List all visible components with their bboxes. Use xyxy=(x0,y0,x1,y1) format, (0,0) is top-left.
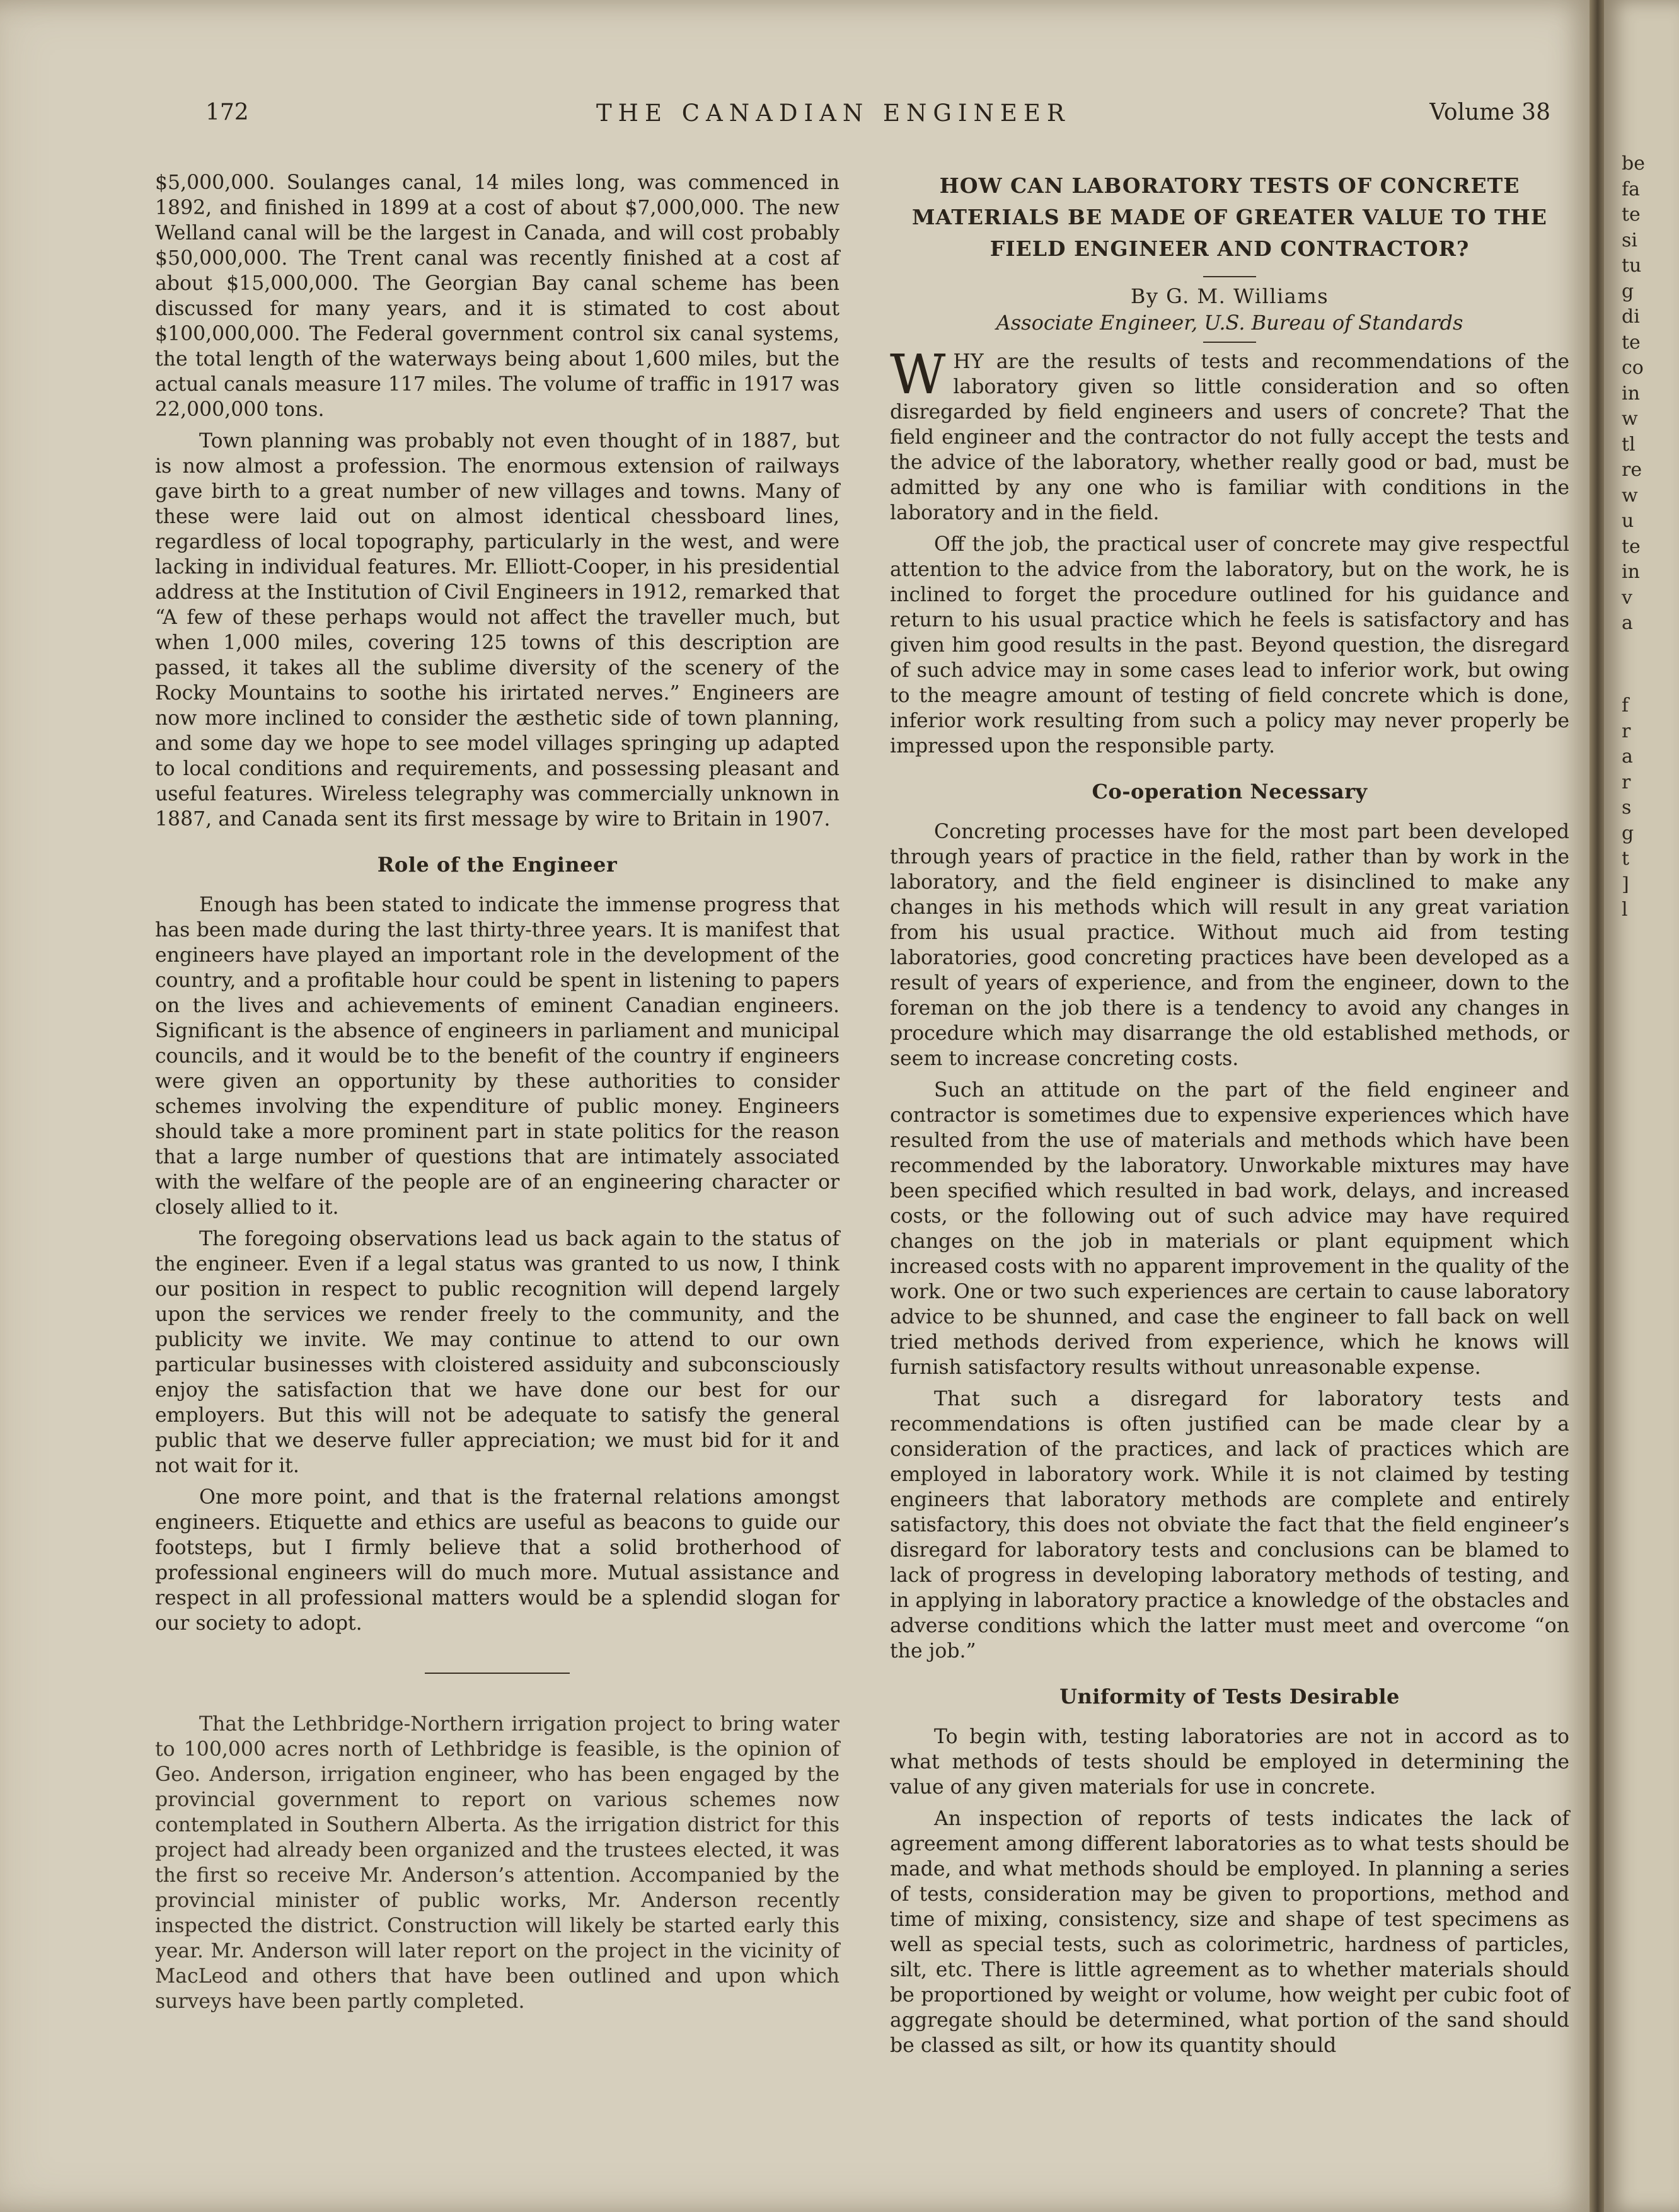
fragment: te xyxy=(1622,535,1641,558)
drop-cap: W xyxy=(890,343,946,406)
fragment: tl xyxy=(1622,433,1636,456)
journal-title: THE CANADIAN ENGINEER xyxy=(596,100,1071,127)
fragment: tu xyxy=(1622,255,1642,277)
separator-rule xyxy=(425,1673,570,1674)
left-column xyxy=(155,170,840,2020)
paragraph: Such an attitude on the part of the field engineer and contractor is sometimes due to expensive experiences which have resulted from the use of materials and methods which have been recommended by the laboratory. Unworkable mixtures may have been specified which resulted in bad work, delays, and increased costs, or the following out of such advice may have required changes on the job in materials or plant equipment which increased costs with no apparent improvement in the quality of the work. One or two such experiences are certain to cause laboratory advice to be shunned, and case the engineer to fall back on well tried methods derived from experience, which he knows will furnish satisfactory results without unreasonable expense. xyxy=(890,1079,1569,1379)
paragraph: Off the job, the practical user of concrete may give respectful attention to the advice from the laboratory, but on the work, he is inclined to forget the procedure outlined for his guidance and return to his usual practice which he feels is satisfactory and has given him good results in the past. Beyond question, the disregard of such advice may in some cases lead to inferior work, but owing to the meagre amount of testing of field concrete which is done, inferior work resulting from such a policy may never properly be impressed upon the responsible party. xyxy=(890,533,1569,757)
fragment: g xyxy=(1622,822,1634,844)
paragraph: $5,000,000. Soulanges canal, 14 miles long, was commenced in 1892, and finished in 1899 at a cost of about $7,000,000. The new Welland canal will be the largest in Canada, and will cost probably $50,000,000. The Trent canal was recently finished at a cost af about $15,000,000. The Georgian Bay canal scheme has been discussed for many years, and it is stimated to cost about $100,000,000. The Federal government control six canal systems, the total length of the waterways being about 1,600 miles, but the actual canals measure 117 miles. The volume of traffic in 1917 was 22,000,000 tons. xyxy=(155,171,840,421)
fragment: co xyxy=(1622,357,1644,379)
section-heading-cooperation: Co-operation Necessary xyxy=(1092,780,1368,804)
article-title: HOW CAN LABORATORY TESTS OF CONCRETE MATERIALS BE MADE OF GREATER VALUE TO THE FIELD ENGINEER AND CONTRACTOR? xyxy=(912,173,1547,261)
fragment: v xyxy=(1622,586,1632,609)
author-affiliation: Associate Engineer, U.S. Bureau of Standards xyxy=(996,311,1463,335)
title-rule xyxy=(1203,276,1256,277)
paragraph: Enough has been stated to indicate the immense progress that has been made during the last thirty-three years. It is manifest that engineers have played an important role in the development of the country, and a profitable hour could be spent in listening to papers on the lives and achievements of eminent Canadian engineers. Significant is the absence of engineers in parliament and municipal councils, and it would be to the benefit of the country if engineers were given an opportunity by these authorities to consider schemes involving the expenditure of public money. Engineers should take a more prominent part in state politics for the reason that a large number of questions that are intimately associated with the welfare of the people are of an engineering character or closely allied to it. xyxy=(155,894,840,1219)
fragment: si xyxy=(1622,229,1637,251)
fragment: g xyxy=(1622,280,1634,302)
paragraph: One more point, and that is the fraternal relations amongst engineers. Etiquette and ethics are useful as beacons to guide our footsteps, but I firmly believe that a solid brotherhood of professional engineers will do much more. Mutual assistance and respect in all professional matters would be a splendid slogan for our society to adopt. xyxy=(155,1486,840,1635)
paragraph: Town planning was probably not even thought of in 1887, but is now almost a profession. The enormous extension of railways gave birth to a great number of new villages and towns. Many of these were laid out on almost identical chessboard lines, regardless of local topography, particularly in the west, and were lacking in individual features. Mr. Elliott-Cooper, in his presidential address at the Institution of Civil Engineers in 1912, remarked that “A few of these perhaps would not affect the traveller much, but when 1,000 miles, covering 125 towns of this description are passed, it takes all the sublime diversity of the scenery of the Rocky Mountains to soothe his irirtated nerves.” Engineers are now more inclined to consider the æsthetic side of town planning, and some day we hope to see model villages springing up adapted to local conditions and requirements, and possessing pleasant and useful features. Wireless telegraphy was commercially unknown in 1887, and Canada sent its first message by wire to Britain in 1907. xyxy=(155,430,840,831)
fragment: fa xyxy=(1622,178,1640,200)
fragment: w xyxy=(1622,408,1638,430)
fragment: r xyxy=(1622,771,1631,793)
text-fragments-top xyxy=(1622,151,1645,637)
paragraph: An inspection of reports of tests indicates the lack of agreement among different laboratories as to what tests should be made, and what methods should be employed. In planning a series of tests, consideration may be given to proportions, method and time of mixing, consistency, size and shape of test specimens as well as special tests, such as colorimetric, hardness of particles, silt, etc. There is little agreement as to whether materials should be proportioned by weight or volume, how weight per cubic foot of aggregate should be determined, what portion of the sand should be classed as silt, or how its quantity should xyxy=(890,1807,1569,2057)
fragment: re xyxy=(1622,459,1642,481)
page-number: 172 xyxy=(205,100,249,125)
paragraph: To begin with, testing laboratories are not in accord as to what methods of tests should be employed in determining the value of any given materials for use in concrete. xyxy=(890,1725,1569,1799)
fragment: di xyxy=(1622,306,1640,328)
fragment: u xyxy=(1622,510,1634,532)
page-header xyxy=(205,100,1550,137)
text-fragments-lower xyxy=(1622,693,1634,923)
fragment: s xyxy=(1622,797,1632,819)
byline: By G. M. Williams xyxy=(1130,284,1329,308)
fragment: in xyxy=(1622,382,1640,405)
fragment: t xyxy=(1622,848,1630,870)
intro-text: HY are the results of tests and recommendations of the laboratory given so little consideration and so often disregarded by field engineers and users of concrete? That the field engineer and the contractor do not fully accept the tests and the advice of the laboratory, whether really good or bad, must be admitted by any one who is familiar with conditions in the laboratory and in the field. xyxy=(890,350,1569,524)
section-heading-role: Role of the Engineer xyxy=(377,853,618,877)
news-notice xyxy=(155,1712,840,2014)
section-heading-uniformity: Uniformity of Tests Desirable xyxy=(1059,1685,1400,1708)
fragment: be xyxy=(1622,153,1645,175)
volume-label: Volume 38 xyxy=(1429,100,1550,125)
notice-paragraph: That the Lethbridge-Northern irrigation project to bring water to 100,000 acres north of Lethbridge is feasible, is the opinion of Geo. Anderson, irrigation engineer, who has been engaged by the provincial government to report on various schemes now contemplated in Southern Alberta. As the irrigation district for this project had already been organized and the trustees elected, it was the first so receive Mr. Anderson’s attention. Accompanied by the provincial minister of public works, Mr. Anderson recently inspected the district. Construction will likely be started early this year. Mr. Anderson will later report on the project in the vicinity of MacLeod and others that have been outlined and upon which surveys have been partly completed. xyxy=(155,1713,840,2013)
fragment: ] xyxy=(1622,873,1629,896)
fragment: r xyxy=(1622,720,1631,742)
adjacent-page-edge xyxy=(1604,0,1679,2212)
fragment: in xyxy=(1622,561,1640,583)
fragment: a xyxy=(1622,746,1633,768)
fragment: te xyxy=(1622,204,1641,226)
paragraph: Concreting processes have for the most part been developed through years of practice in the field, rather than by work in the laboratory, and the field engineer is disinclined to make any changes in his methods which will result in any great variation from his usual practice. Without much aid from testing laboratories, good concreting practices have been developed as a result of years of experience, and from the engineer, down to the foreman on the job there is a tendency to avoid any changes in procedure which may disarrange the old established methods, or seem to increase concreting costs. xyxy=(890,821,1569,1070)
right-column xyxy=(890,170,1569,2065)
intro-paragraph xyxy=(890,343,1569,526)
paragraph: That such a disregard for laboratory tests and recommendations is often justified can be made clear by a consideration of the practices, and lack of practices which are employed in laboratory work. While it is not claimed by testing engineers that laboratory methods are complete and entirely satisfactory, this does not obviate the fact that the field engineer’s disregard for laboratory tests and conclusions can be blamed to lack of progress in developing laboratory methods of testing, and in applying in laboratory practice a knowledge of the obstacles and adverse conditions which the latter must meet and overcome “on the job.” xyxy=(890,1388,1569,1662)
fragment: a xyxy=(1622,612,1633,634)
paragraph: The foregoing observations lead us back again to the status of the engineer. Even if a legal status was granted to us now, I think our position in respect to public recognition will depend largely upon the services we render freely to the community, and the publicity we invite. We may continue to attend to our own particular businesses with cloistered assiduity and subconsciously enjoy the satisfaction that we have done our best for our employers. But this will not be adequate to satisfy the general public that we deserve fuller appreciation; we must bid for it and not wait for it. xyxy=(155,1228,840,1477)
byline-rule xyxy=(1203,342,1256,343)
fragment: w xyxy=(1622,484,1638,507)
fragment: te xyxy=(1622,331,1641,354)
fragment: f xyxy=(1622,694,1629,717)
fragment: l xyxy=(1622,899,1628,921)
